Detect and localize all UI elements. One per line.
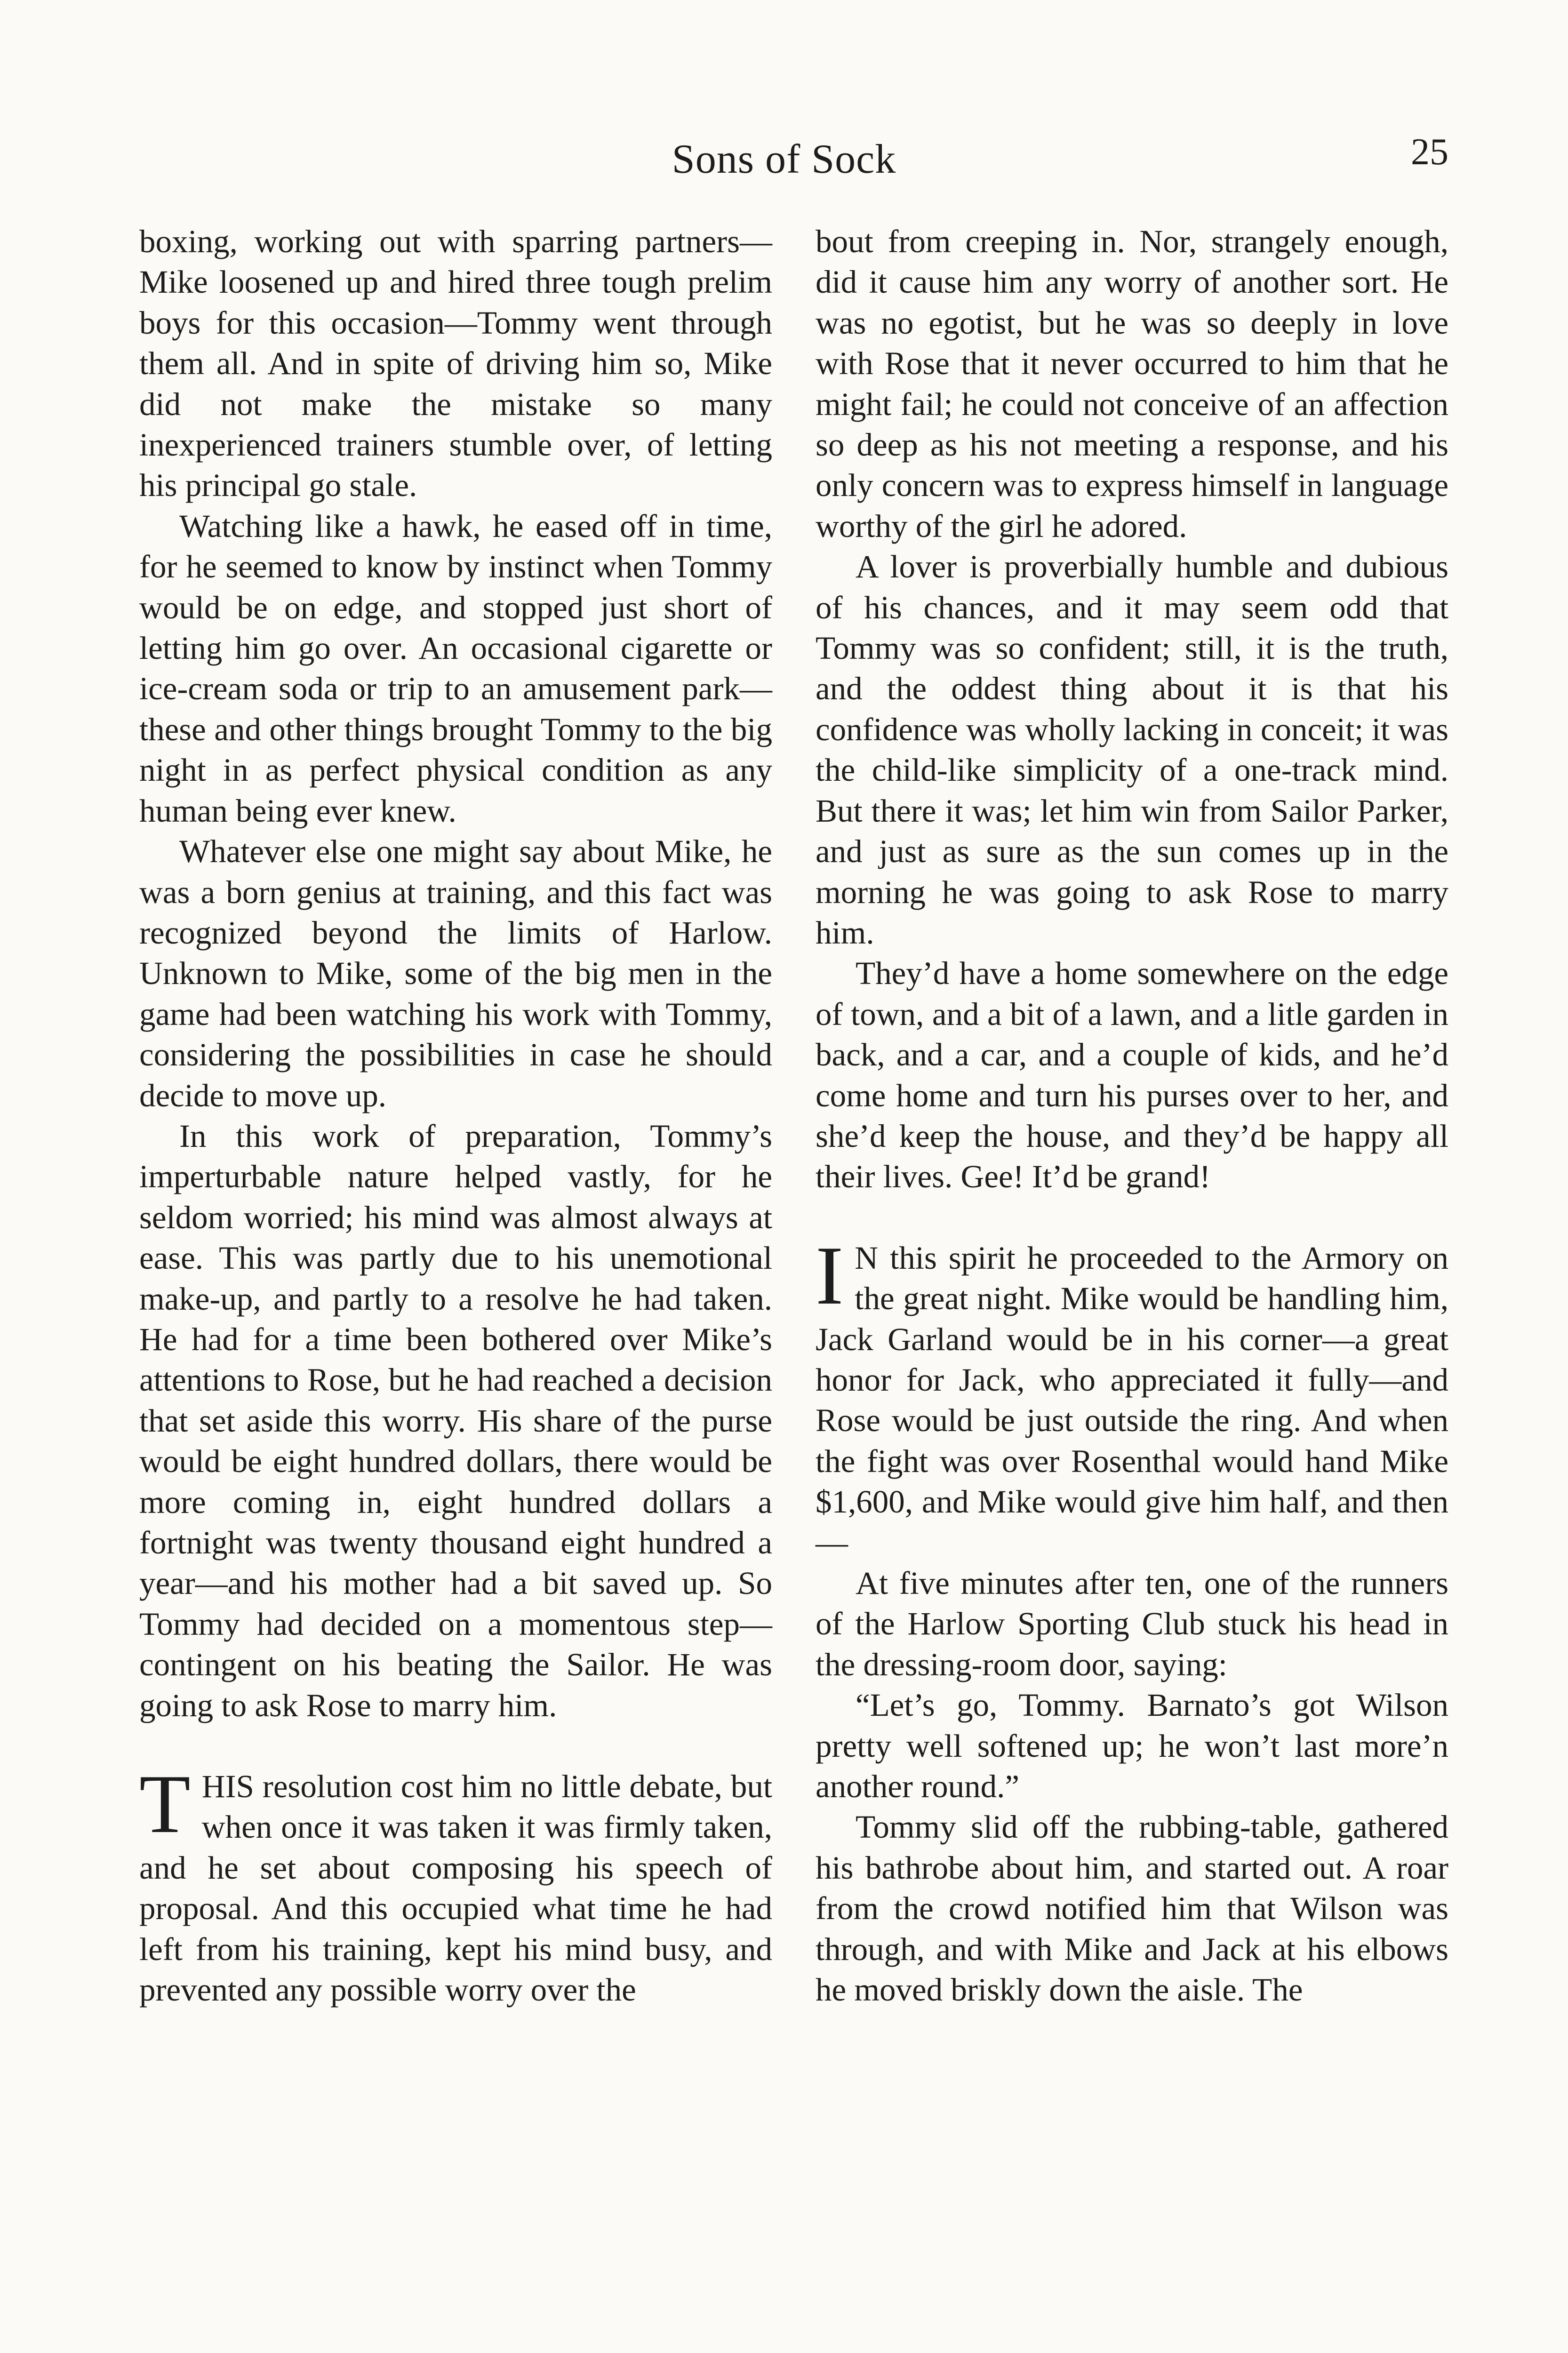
- section-paragraph: [139, 1757, 772, 2010]
- running-title: Sons of Sock: [672, 136, 896, 182]
- page-number: 25: [1411, 131, 1448, 173]
- paragraph: They’d have a home somewhere on the edge of town, and a bit of a lawn, and a litle garden in back, and a car, and a couple of kids, and he’d come home and turn his purses over to her, and she’d keep the house, and they’d be happy all their lives. Gee! It’d be grand!: [816, 955, 1448, 1195]
- drop-cap: T: [139, 1757, 191, 1851]
- paragraph: bout from creeping in. Nor, strangely enough, did it cause him any worry of another sort. He was no egotist, but he was so deeply in love with Rose that it never occurred to him that he might fail; he could not conceive of an affection so deep as his not meeting a response, and his only concern was to express himself in language worthy of the girl he adored.: [816, 224, 1448, 544]
- section-text: HIS resolution cost him no little debate, but when once it was taken it was firmly taken, and he set about composing his speech of proposal. And this occupied what time he had left from his training, kept his mind busy, and prevented any possible worry over the: [139, 1769, 772, 2008]
- paragraph: In this work of preparation, Tommy’s imperturbable nature helped vastly, for he seldom worried; his mind was almost always at ease. This was partly due to his unemotional make-up, and partly to a resolve he had taken. He had for a time been bothered over Mike’s attentions to Rose, but he had reached a decision that set aside this worry. His share of the purse would be eight hundred dollars, there would be more coming in, eight hundred dollars a fortnight was twenty thousand eight hundred a year—and his mother had a bit saved up. So Tommy had decided on a momentous step—contingent on his beating the Sailor. He was going to ask Rose to marry him.: [139, 1118, 772, 1723]
- paragraph: At five minutes after ten, one of the runners of the Harlow Sporting Club stuck his head in the dressing-room door, saying:: [816, 1565, 1448, 1682]
- paragraph: Watching like a hawk, he eased off in time, for he seemed to know by instinct when Tommy would be on edge, and stopped just short of letting him go over. An occasional cigarette or ice-cream soda or trip to an amusement park—these and other things brought Tommy to the big night in as perfect physical condition as any human being ever knew.: [139, 508, 772, 829]
- paragraph: A lover is proverbially humble and dubious of his chances, and it may seem odd that Tommy was so confident; still, it is the truth, and the oddest thing about it is that his confidence was wholly lacking in conceit; it was the child-like simplicity of a one-track mind. But there it was; let him win from Sailor Parker, and just as sure as the sun comes up in the morning he was going to ask Rose to marry him.: [816, 549, 1448, 951]
- paragraph: “Let’s go, Tommy. Barnato’s got Wilson pretty well softened up; he won’t last more’n another round.”: [816, 1687, 1448, 1805]
- paragraph: Whatever else one might say about Mike, he was a born genius at training, and this fact was recognized beyond the limits of Harlow. Unknown to Mike, some of the big men in the game had been watching his work with Tommy, considering the possibilities in case he should decide to move up.: [139, 833, 772, 1113]
- paragraph: Tommy slid off the rubbing-table, gathered his bathrobe about him, and started out. A roar from the crowd notified him that Wilson was through, and with Mike and Jack at his elbows he moved briskly down the aisle. The: [816, 1809, 1448, 2008]
- drop-cap: I: [816, 1228, 844, 1322]
- section-paragraph: [816, 1228, 1448, 1563]
- running-head: [0, 126, 1568, 197]
- paragraph: boxing, working out with sparring partners—Mike loosened up and hired three tough prelim boys for this occasion—Tommy went through them all. And in spite of driving him so, Mike did not make the mistake so many inexperienced trainers stumble over, of letting his principal go stale.: [139, 224, 772, 504]
- section-text: N this spirit he proceeded to the Armory on the great night. Mike would be handling him, Jack Garland would be in his corner—a great honor for Jack, who appreciated it fully—and Rose would be just outside the ring. And when the fight was over Rosenthal would hand Mike $1,600, and Mike would give him half, and then—: [816, 1240, 1448, 1561]
- left-column: [139, 221, 772, 2010]
- right-column: [816, 221, 1448, 2010]
